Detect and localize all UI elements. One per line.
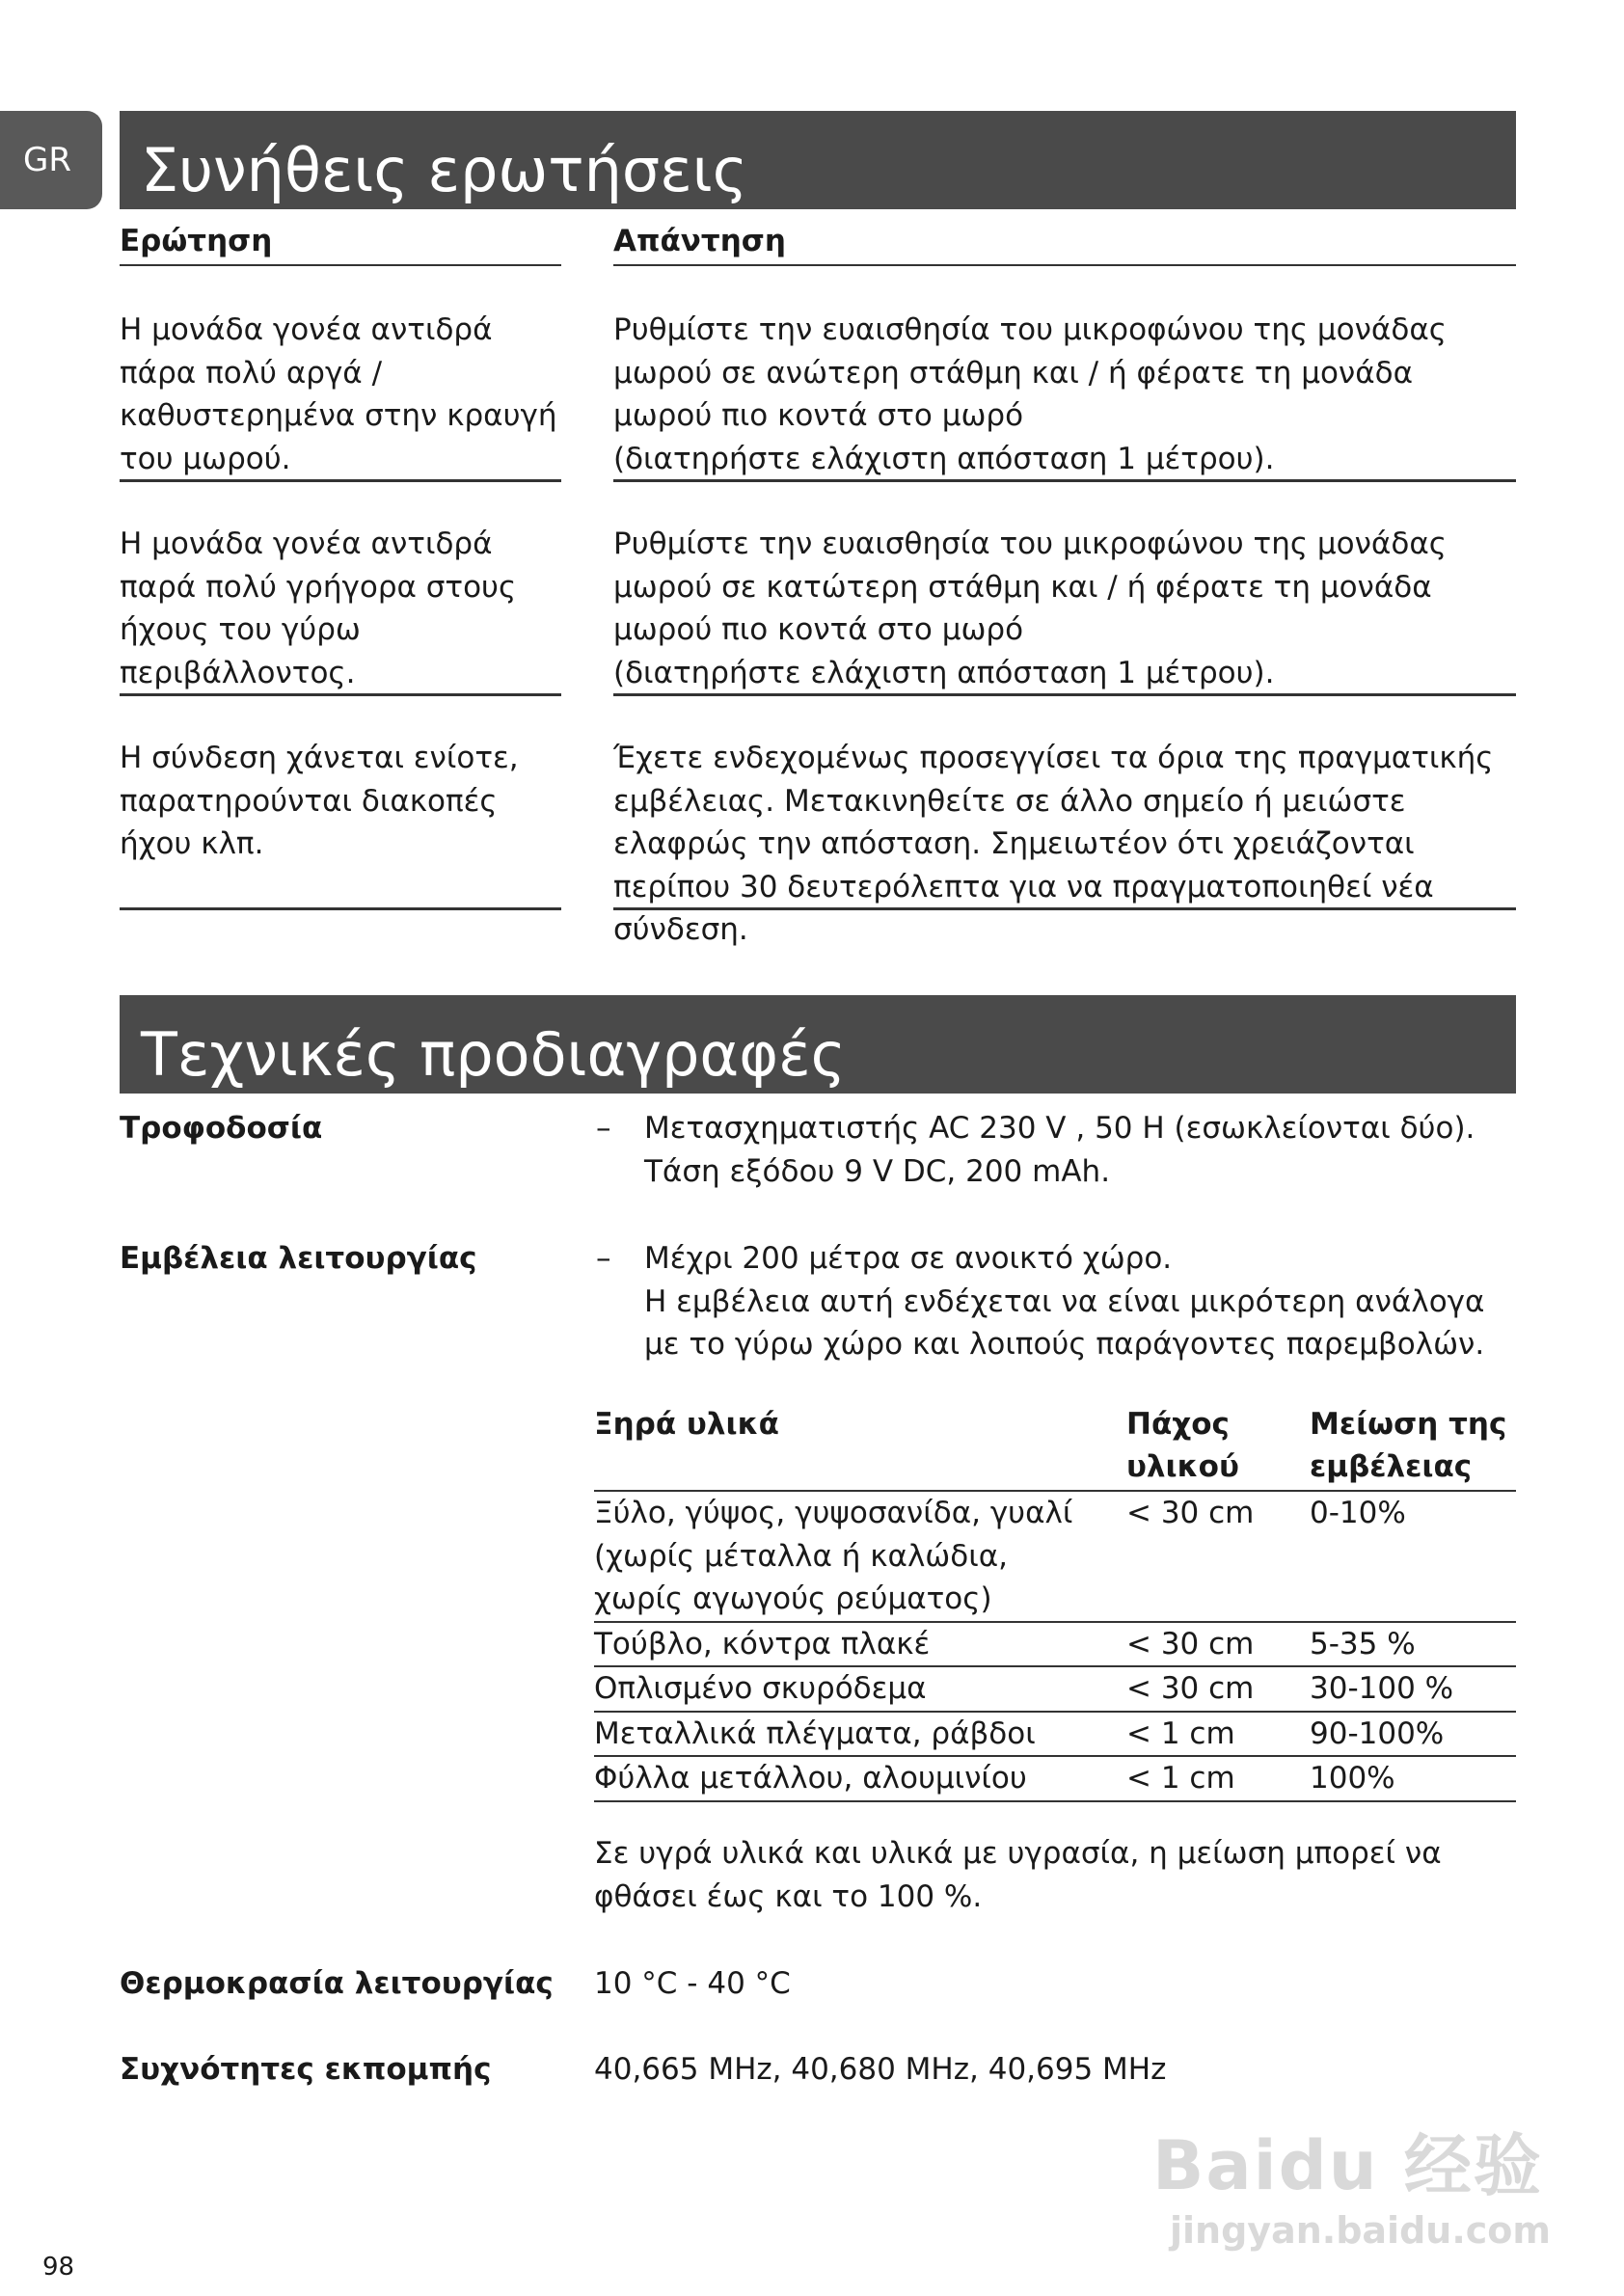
power-line-2: Τάση εξόδου 9 V DC, 200 mAh. <box>644 1153 1111 1189</box>
power-line-1: Μετασχηματιστής AC 230 V , 50 H (εσωκλείονται δύο). <box>644 1111 1475 1146</box>
thickness-cell: < 30 cm <box>1126 1666 1310 1712</box>
range-line-2: Η εμβέλεια αυτή ενδέχεται να είναι μικρότερη ανάλογα με το γύρω χώρο και λοιπούς παράγοντες παρεμβολών. <box>644 1283 1485 1362</box>
baidu-watermark <box>1152 2112 1557 2252</box>
page-number: 98 <box>42 2253 75 2282</box>
table-row <box>594 1756 1516 1801</box>
material-cell: Οπλισμένο σκυρόδεμα <box>594 1666 1126 1712</box>
range-dash: – <box>596 1241 611 1276</box>
humidity-note: Σε υγρά υλικά και υλικά με υγρασία, η μείωση μπορεί να φθάσει έως και το 100 %. <box>594 1836 1442 1914</box>
range-label: Εμβέλεια λειτουργίας <box>120 1241 477 1276</box>
table-row <box>594 1491 1516 1622</box>
reduction-cell: 100% <box>1310 1756 1516 1801</box>
faq-question-2: Η μονάδα γονέα αντιδρά παρά πολύ γρήγορα στους ήχους του γύρω περιβάλλοντος. <box>120 523 561 696</box>
materials-header-thickness: Πάχος υλικού <box>1126 1403 1310 1491</box>
language-tab: GR <box>0 111 102 209</box>
material-cell: Ξύλο, γύψος, γυψοσανίδα, γυαλί (χωρίς μέταλλα ή καλώδια, χωρίς αγωγούς ρεύματος) <box>594 1491 1126 1622</box>
temperature-value: 10 °C - 40 °C <box>594 1966 791 2001</box>
question-column-header: Ερώτηση <box>120 224 561 266</box>
materials-header-material: Ξηρά υλικά <box>594 1403 1126 1491</box>
faq-answer-3-text: Έχετε ενδεχομένως προσεγγίσει τα όρια της πραγματικής εμβέλειας. Μετακινηθείτε σε άλλο σημείο ή μειώστε ελαφρώς την απόσταση. Σημειωτέον ότι χρειάζονται περίπου 30 δευτερόλεπτα για να πραγματοποιηθεί νέα σύνδεση. <box>613 741 1494 947</box>
answer-column-header: Απάντηση <box>613 224 1516 266</box>
faq-answer-2 <box>613 523 1516 696</box>
specs-title: Τεχνικές προδιαγραφές <box>120 995 1516 1094</box>
faq-question-3: Η σύνδεση χάνεται ενίοτε, παρατηρούνται διακοπές ήχου κλπ. <box>120 737 561 910</box>
frequencies-value: 40,665 MHz, 40,680 MHz, 40,695 MHz <box>594 2052 1167 2087</box>
materials-table <box>594 1403 1516 1802</box>
faq-answer-2-text: Ρυθμίστε την ευαισθησία του μικροφώνου της μονάδας μωρού σε κατώτερη στάθμη και / ή φέρατε τη μονάδα μωρού πιο κοντά στο μωρό <box>613 527 1447 647</box>
material-cell: Τούβλο, κόντρα πλακέ <box>594 1622 1126 1667</box>
watermark-logo: Baidu 经验 <box>1152 2126 1543 2205</box>
faq-answer-1-note: (διατηρήστε ελάχιστη απόσταση 1 μέτρου). <box>613 441 1275 476</box>
table-row <box>594 1622 1516 1667</box>
frequencies-label: Συχνότητες εκπομπής <box>120 2052 492 2087</box>
range-value <box>644 1237 1522 1366</box>
thickness-cell: < 30 cm <box>1126 1491 1310 1622</box>
power-label: Τροφοδοσία <box>120 1111 323 1146</box>
power-value <box>644 1107 1522 1193</box>
reduction-cell: 5-35 % <box>1310 1622 1516 1667</box>
faq-answer-3 <box>613 737 1516 947</box>
thickness-cell: < 1 cm <box>1126 1756 1310 1801</box>
watermark-url: jingyan.baidu.com <box>1170 2209 1551 2252</box>
power-dash: – <box>596 1111 611 1146</box>
thickness-cell: < 30 cm <box>1126 1622 1310 1667</box>
materials-table-header-row <box>594 1403 1516 1491</box>
material-cell: Μεταλλικά πλέγματα, ράβδοι <box>594 1712 1126 1757</box>
faq-answer-1 <box>613 309 1516 482</box>
materials-header-reduction: Μείωση της εμβέλειας <box>1310 1403 1516 1491</box>
reduction-cell: 30-100 % <box>1310 1666 1516 1712</box>
faq-answer-1-text: Ρυθμίστε την ευαισθησία του μικροφώνου της μονάδας μωρού σε ανώτερη στάθμη και / ή φέρατε τη μονάδα μωρού πιο κοντά στο μωρό <box>613 312 1447 433</box>
temperature-label: Θερμοκρασία λειτουργίας <box>120 1966 554 2001</box>
faq-question-1: Η μονάδα γονέα αντιδρά πάρα πολύ αργά / καθυστερημένα στην κραυγή του μωρού. <box>120 309 561 482</box>
table-row <box>594 1712 1516 1757</box>
faq-title: Συνήθεις ερωτήσεις <box>120 111 1516 209</box>
thickness-cell: < 1 cm <box>1126 1712 1310 1757</box>
range-line-1: Μέχρι 200 μέτρα σε ανοικτό χώρο. <box>644 1241 1173 1276</box>
material-cell: Φύλλα μετάλλου, αλουμινίου <box>594 1756 1126 1801</box>
reduction-cell: 0-10% <box>1310 1491 1516 1622</box>
faq-answer-2-note: (διατηρήστε ελάχιστη απόσταση 1 μέτρου). <box>613 655 1275 690</box>
table-row <box>594 1666 1516 1712</box>
reduction-cell: 90-100% <box>1310 1712 1516 1757</box>
